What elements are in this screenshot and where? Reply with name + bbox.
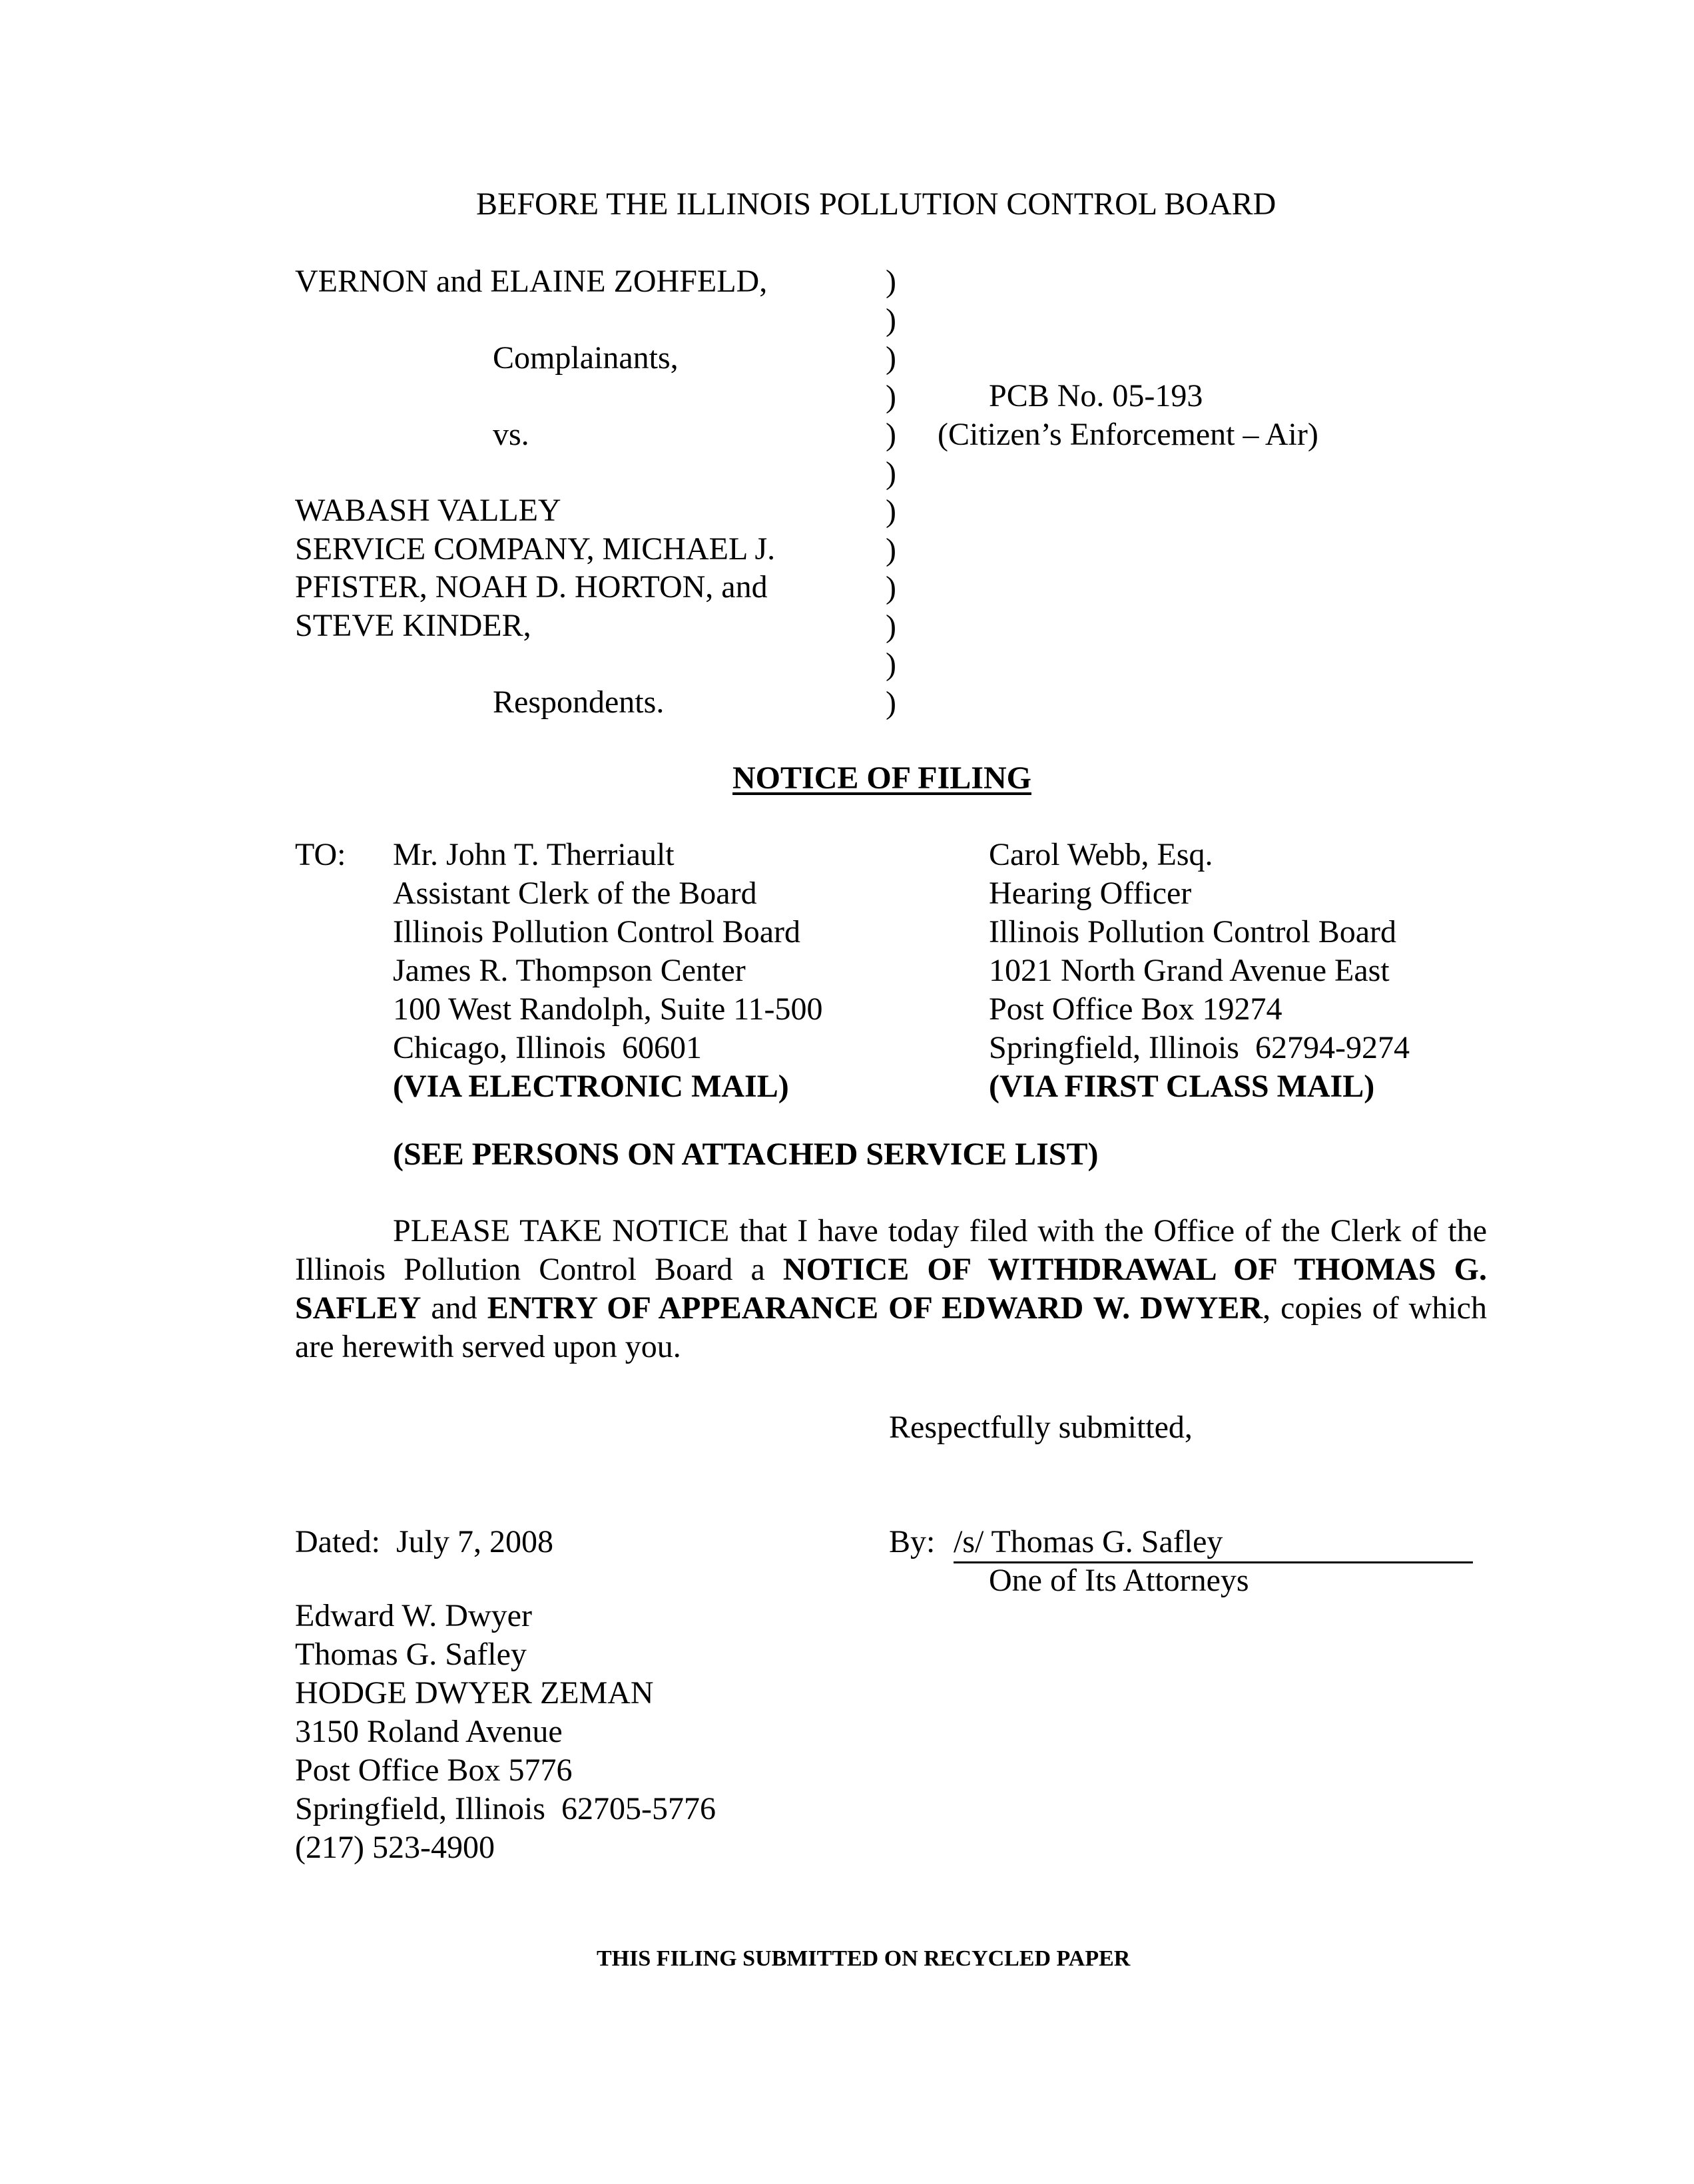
to-label: TO:	[295, 837, 346, 872]
body-text: PLEASE TAKE NOTICE that I have today filed with the Office of the Clerk of the Illinois Pollution Control Board a	[295, 1213, 1487, 1287]
address-line: Illinois Pollution Control Board	[989, 914, 1397, 950]
address-line: Mr. John T. Therriault	[393, 837, 675, 872]
withdrawal-document-title: NOTICE OF WITHDRAWAL OF THOMAS G. SAFLEY	[295, 1252, 1487, 1326]
firm-line: Post Office Box 5776	[295, 1753, 573, 1788]
caption-paren: )	[886, 647, 896, 682]
recipient-right-address	[989, 836, 1410, 1106]
respondent-name-line: SERVICE COMPANY, MICHAEL J.	[295, 531, 776, 567]
delivery-method: (VIA ELECTRONIC MAIL)	[393, 1069, 789, 1104]
signature-title: One of Its Attorneys	[989, 1563, 1249, 1598]
versus-label: vs.	[493, 417, 529, 452]
recipient-left-address	[393, 836, 822, 1106]
caption-paren: )	[886, 608, 896, 644]
respondents-label: Respondents.	[493, 684, 665, 720]
address-line: 1021 North Grand Avenue East	[989, 953, 1390, 988]
case-type: (Citizen’s Enforcement – Air)	[938, 417, 1318, 452]
address-line: Assistant Clerk of the Board	[393, 876, 757, 911]
firm-line: 3150 Roland Avenue	[295, 1714, 563, 1749]
firm-line: Thomas G. Safley	[295, 1637, 527, 1672]
firm-block	[295, 1597, 716, 1867]
caption-paren: )	[886, 264, 896, 299]
delivery-method: (VIA FIRST CLASS MAIL)	[989, 1069, 1375, 1104]
address-line: Illinois Pollution Control Board	[393, 914, 801, 950]
address-line: Post Office Box 19274	[989, 991, 1282, 1027]
respectfully-submitted: Respectfully submitted,	[889, 1410, 1193, 1445]
firm-line: Springfield, Illinois 62705-5776	[295, 1791, 716, 1826]
caption-paren: )	[886, 417, 896, 452]
dated-line: Dated: July 7, 2008	[295, 1524, 553, 1559]
firm-line: (217) 523-4900	[295, 1830, 495, 1865]
caption-paren: )	[886, 302, 896, 338]
address-line: Chicago, Illinois 60601	[393, 1030, 702, 1065]
appearance-document-title: ENTRY OF APPEARANCE OF EDWARD W. DWYER	[487, 1290, 1263, 1326]
complainants-label: Complainants,	[493, 340, 679, 376]
electronic-signature: /s/ Thomas G. Safley	[954, 1524, 1223, 1559]
notice-title: NOTICE OF FILING	[732, 760, 1031, 796]
address-line: Springfield, Illinois 62794-9274	[989, 1030, 1410, 1065]
respondent-name-line: STEVE KINDER,	[295, 608, 531, 643]
caption-paren: )	[886, 570, 896, 605]
complainants-names: VERNON and ELAINE ZOHFELD,	[295, 264, 768, 299]
address-line: Carol Webb, Esq.	[989, 837, 1213, 872]
caption-paren: )	[886, 493, 896, 529]
address-line: James R. Thompson Center	[393, 953, 746, 988]
by-label: By:	[889, 1524, 936, 1559]
caption-paren: )	[886, 455, 896, 491]
firm-line: HODGE DWYER ZEMAN	[295, 1675, 654, 1711]
recycled-paper-footer: THIS FILING SUBMITTED ON RECYCLED PAPER	[597, 1946, 1131, 1971]
body-text: , copies of which are herewith served upon you.	[295, 1290, 1487, 1364]
service-list-note: (SEE PERSONS ON ATTACHED SERVICE LIST)	[393, 1137, 1099, 1172]
caption-paren: )	[886, 531, 896, 567]
notice-body	[295, 1212, 1487, 1366]
respondent-name-line: PFISTER, NOAH D. HORTON, and	[295, 569, 768, 605]
address-line: 100 West Randolph, Suite 11-500	[393, 991, 823, 1027]
address-line: Hearing Officer	[989, 876, 1192, 911]
respondent-name-line: WABASH VALLEY	[295, 493, 561, 528]
caption-parenthesis-column	[886, 262, 896, 722]
caption-paren: )	[886, 684, 896, 720]
caption-paren: )	[886, 378, 896, 414]
caption-paren: )	[886, 340, 896, 376]
board-title: BEFORE THE ILLINOIS POLLUTION CONTROL BOARD	[476, 186, 1276, 222]
case-number: PCB No. 05-193	[989, 378, 1203, 413]
firm-line: Edward W. Dwyer	[295, 1598, 532, 1633]
body-text: and	[421, 1290, 487, 1326]
